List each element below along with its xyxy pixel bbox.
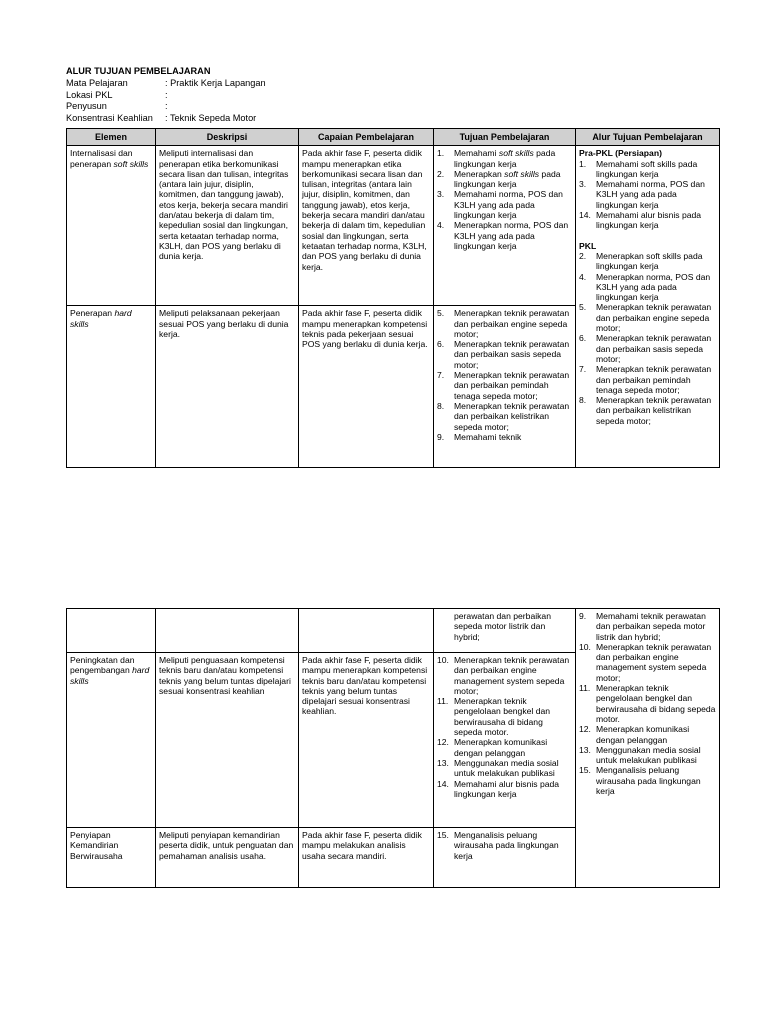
item-number: 4. bbox=[437, 220, 445, 231]
item-number: 15. bbox=[437, 830, 449, 840]
tujuan-list bbox=[437, 830, 572, 861]
item-text: Menerapkan teknik perawatan dan perbaikan sasis sepeda motor; bbox=[596, 333, 712, 364]
item-number: 2. bbox=[437, 168, 445, 179]
list-item bbox=[437, 189, 572, 220]
item-text: Menganalisis peluang wirausaha pada lingkungan kerja bbox=[596, 765, 701, 797]
list-item bbox=[437, 401, 572, 432]
deskripsi-cell: Meliputi penguasaan kompetensi teknis baru dan/atau kompetensi teknis yang belum tuntas dipelajari sesuai konsentrasi keahlian bbox=[156, 653, 299, 828]
item-number: 9. bbox=[437, 431, 445, 442]
list-item bbox=[437, 779, 572, 800]
item-text: Menerapkan komunikasi dengan pelanggan bbox=[596, 724, 690, 745]
tujuan-list bbox=[437, 655, 572, 799]
elemen-cell bbox=[67, 146, 156, 306]
list-item bbox=[437, 758, 572, 779]
column-header-alur: Alur Tujuan Pembelajaran bbox=[576, 129, 720, 146]
item-text: Menganalisis peluang wirausaha pada lingkungan kerja bbox=[454, 830, 559, 861]
elemen-cell bbox=[67, 653, 156, 828]
alur-list bbox=[579, 611, 716, 796]
item-number: 12. bbox=[437, 737, 449, 748]
item-text: Menerapkan norma, POS dan K3LH yang ada pada lingkungan kerja bbox=[596, 271, 711, 303]
item-text: Menggunakan media sosial untuk melakukan publikasi bbox=[454, 757, 559, 779]
elemen-cell: Penyiapan Kemandirian Berwirausaha bbox=[67, 828, 156, 888]
capaian-cell: Pada akhir fase F, peserta didik mampu menerapkan kompetensi teknis baru dan/atau kompetensi teknis yang belum tuntas dipelajari sesuai konsentrasi keahlian. bbox=[299, 653, 434, 828]
item-number: 5. bbox=[437, 308, 445, 319]
meta-value: : bbox=[165, 101, 168, 111]
item-text: Menerapkan norma, POS dan K3LH yang ada pada lingkungan kerja bbox=[454, 220, 569, 251]
list-item bbox=[579, 745, 716, 766]
list-item bbox=[437, 830, 572, 861]
column-header-deskripsi: Deskripsi bbox=[156, 129, 299, 146]
list-item bbox=[437, 308, 572, 339]
alur-cell bbox=[576, 609, 720, 888]
elemen-italic: hard skills bbox=[70, 665, 150, 686]
alur-cell bbox=[576, 146, 720, 468]
tujuan-cell bbox=[434, 306, 576, 468]
deskripsi-cell: Meliputi penyiapan kemandirian peserta didik, untuk penguatan dan pemahaman analisis usaha. bbox=[156, 828, 299, 888]
deskripsi-cell bbox=[156, 609, 299, 653]
item-number: 9. bbox=[579, 611, 587, 621]
item-text: Memahami alur bisnis pada lingkungan kerja bbox=[596, 210, 702, 231]
meta-block bbox=[66, 78, 366, 124]
tujuan-list bbox=[437, 308, 572, 442]
item-text: Menerapkan teknik perawatan dan perbaikan engine management system sepeda motor; bbox=[454, 655, 570, 696]
meta-value: : bbox=[165, 89, 168, 100]
table-row bbox=[67, 146, 720, 306]
item-text: Menerapkan teknik perawatan dan perbaikan pemindah tenaga sepeda motor; bbox=[454, 370, 570, 401]
list-item bbox=[579, 683, 716, 724]
meta-value: : Teknik Sepeda Motor bbox=[165, 112, 257, 123]
pra-pkl-heading: Pra-PKL (Persiapan) bbox=[579, 148, 662, 159]
item-text: Memahami teknik bbox=[454, 431, 522, 442]
item-number: 14. bbox=[437, 778, 449, 789]
elemen-italic: hard skills bbox=[70, 308, 132, 329]
item-number: 3. bbox=[437, 189, 445, 200]
item-text: Menerapkan teknik perawatan dan perbaikan kelistrikan sepeda motor; bbox=[596, 395, 712, 426]
pkl-heading: PKL bbox=[579, 240, 597, 251]
meta-row bbox=[66, 90, 366, 102]
meta-value: : Praktik Kerja Lapangan bbox=[165, 78, 266, 88]
list-item bbox=[437, 737, 572, 758]
list-item bbox=[437, 339, 572, 370]
list-item bbox=[579, 179, 716, 210]
item-number: 13. bbox=[437, 757, 449, 768]
list-item bbox=[579, 765, 716, 796]
item-number: 7. bbox=[437, 370, 445, 381]
item-number: 15. bbox=[579, 765, 591, 776]
document-title: ALUR TUJUAN PEMBELAJARAN bbox=[66, 66, 211, 76]
list-item bbox=[579, 159, 716, 180]
tujuan-cell bbox=[434, 146, 576, 306]
item-number: 2. bbox=[579, 250, 587, 261]
tujuan-cell bbox=[434, 828, 576, 888]
meta-label: Penyusun bbox=[66, 101, 107, 111]
capaian-cell: Pada akhir fase F, peserta didik mampu melakukan analisis usaha secara mandiri. bbox=[299, 828, 434, 888]
capaian-cell bbox=[299, 609, 434, 653]
item-number: 14. bbox=[579, 210, 591, 221]
item-number: 1. bbox=[579, 158, 587, 169]
list-item bbox=[579, 395, 716, 426]
list-item bbox=[579, 611, 716, 642]
meta-label: Konsentrasi Keahlian bbox=[66, 112, 153, 123]
table-row bbox=[67, 609, 720, 653]
list-item bbox=[579, 302, 716, 333]
item-number: 7. bbox=[579, 364, 587, 375]
item-text: Memahami norma, POS dan K3LH yang ada pada lingkungan kerja bbox=[454, 189, 563, 221]
item-text: Menerapkan teknik pengelolaan bengkel dan berwirausaha di bidang sepeda motor. bbox=[596, 683, 716, 724]
meta-row bbox=[66, 101, 366, 113]
meta-label: Lokasi PKL bbox=[66, 89, 113, 100]
list-item bbox=[437, 169, 572, 190]
list-item bbox=[437, 655, 572, 696]
item-number: 10. bbox=[579, 641, 591, 652]
item-number: 8. bbox=[437, 400, 445, 411]
item-text: Menerapkan teknik perawatan dan perbaikan engine management system sepeda motor; bbox=[596, 641, 712, 683]
item-text: Menerapkan komunikasi dengan pelanggan bbox=[454, 737, 548, 758]
item-number: 11. bbox=[437, 696, 449, 707]
item-text: Memahami soft skills pada lingkungan kerja bbox=[596, 158, 698, 179]
capaian-cell: Pada akhir fase F, peserta didik mampu menerapkan kompetensi teknis pada pekerjaan sesuai POS yang berlaku di dunia kerja. bbox=[299, 306, 434, 468]
meta-label: Mata Pelajaran bbox=[66, 78, 128, 88]
item-number: 4. bbox=[579, 271, 587, 282]
item-number: 6. bbox=[437, 339, 445, 350]
learning-path-table bbox=[66, 128, 720, 468]
table-header-row bbox=[67, 129, 720, 146]
elemen-cell bbox=[67, 609, 156, 653]
item-text: Memahami soft skills pada lingkungan kerja bbox=[454, 148, 556, 169]
item-text: Menerapkan soft skills pada lingkungan kerja bbox=[454, 168, 561, 190]
list-item bbox=[579, 251, 716, 272]
item-number: 12. bbox=[579, 724, 591, 735]
list-item bbox=[579, 724, 716, 745]
item-number: 6. bbox=[579, 333, 587, 344]
elemen-text: Peningkatan dan pengembangan bbox=[70, 655, 135, 676]
item-text: Memahami teknik perawatan dan perbaikan sepeda motor listrik dan hybrid; bbox=[596, 611, 706, 642]
elemen-text: Penerapan bbox=[70, 308, 115, 319]
tujuan-cell bbox=[434, 653, 576, 828]
tujuan-cell bbox=[434, 609, 576, 653]
item-text: Menerapkan soft skills pada lingkungan kerja bbox=[596, 250, 703, 272]
item-number: 11. bbox=[579, 683, 591, 694]
item-text: Menerapkan teknik perawatan dan perbaikan sasis sepeda motor; bbox=[454, 339, 570, 370]
tujuan-list bbox=[437, 611, 572, 642]
list-item bbox=[579, 642, 716, 683]
elemen-italic: soft skills bbox=[113, 158, 149, 169]
item-text: Menerapkan teknik pengelolaan bengkel dan berwirausaha di bidang sepeda motor. bbox=[454, 696, 551, 738]
column-header-tujuan: Tujuan Pembelajaran bbox=[434, 129, 576, 146]
item-text: Memahami norma, POS dan K3LH yang ada pada lingkungan kerja bbox=[596, 179, 705, 210]
tujuan-list bbox=[437, 148, 572, 251]
list-item bbox=[437, 220, 572, 251]
item-text: Menggunakan media sosial untuk melakukan publikasi bbox=[596, 744, 701, 766]
item-text: Menerapkan teknik perawatan dan perbaikan kelistrikan sepeda motor; bbox=[454, 400, 570, 432]
column-header-capaian: Capaian Pembelajaran bbox=[299, 129, 434, 146]
capaian-cell: Pada akhir fase F, peserta didik mampu menerapkan etika berkomunikasi secara lisan dan tulisan, integritas (antara lain jujur, disiplin, komitmen, dan tanggung jawab), etos kerja, bekerja secara mandiri dan/atau bekerja di dalam tim, kepedulian sosial dan lingkungan, serta ketaatan terhadap norma, K3LH, dan POS yang berlaku di dunia kerja. bbox=[299, 146, 434, 306]
item-text: perawatan dan perbaikan sepeda motor listrik dan hybrid; bbox=[454, 611, 551, 642]
item-number: 13. bbox=[579, 744, 591, 755]
list-item bbox=[579, 364, 716, 395]
item-number: 3. bbox=[579, 179, 587, 190]
list-item bbox=[437, 696, 572, 737]
deskripsi-cell: Meliputi internalisasi dan penerapan etika berkomunikasi secara lisan dan tulisan, integritas (antara lain jujur, disiplin, komitmen, dan tanggung jawab), etos kerja, bekerja secara mandiri dan/atau bekerja di dalam tim, kepedulian sosial dan lingkungan, serta ketaatan terhadap norma, K3LH, dan POS yang berlaku di dunia kerja. bbox=[156, 146, 299, 306]
list-item bbox=[437, 611, 572, 642]
item-number: 8. bbox=[579, 395, 587, 406]
meta-row bbox=[66, 113, 366, 125]
learning-path-table-continued bbox=[66, 608, 720, 888]
item-text: Memahami alur bisnis pada lingkungan kerja bbox=[454, 778, 560, 799]
item-text: Menerapkan teknik perawatan dan perbaikan engine sepeda motor; bbox=[596, 302, 712, 334]
item-number: 10. bbox=[437, 655, 449, 665]
item-number: 1. bbox=[437, 148, 445, 159]
elemen-text: Internalisasi dan penerapan bbox=[70, 148, 133, 169]
item-text: Menerapkan teknik perawatan dan perbaikan pemindah tenaga sepeda motor; bbox=[596, 364, 712, 395]
item-text: Menerapkan teknik perawatan dan perbaikan engine sepeda motor; bbox=[454, 308, 570, 339]
list-item bbox=[437, 148, 572, 169]
meta-row bbox=[66, 78, 366, 90]
deskripsi-cell: Meliputi pelaksanaan pekerjaan sesuai POS yang berlaku di dunia kerja. bbox=[156, 306, 299, 468]
pra-pkl-list bbox=[579, 159, 716, 231]
list-item bbox=[579, 333, 716, 364]
list-item bbox=[579, 272, 716, 303]
list-item bbox=[437, 432, 572, 442]
elemen-cell bbox=[67, 306, 156, 468]
list-item bbox=[437, 370, 572, 401]
pkl-list bbox=[579, 251, 716, 426]
item-number: 5. bbox=[579, 302, 587, 313]
list-item bbox=[579, 210, 716, 231]
column-header-elemen: Elemen bbox=[67, 129, 156, 146]
